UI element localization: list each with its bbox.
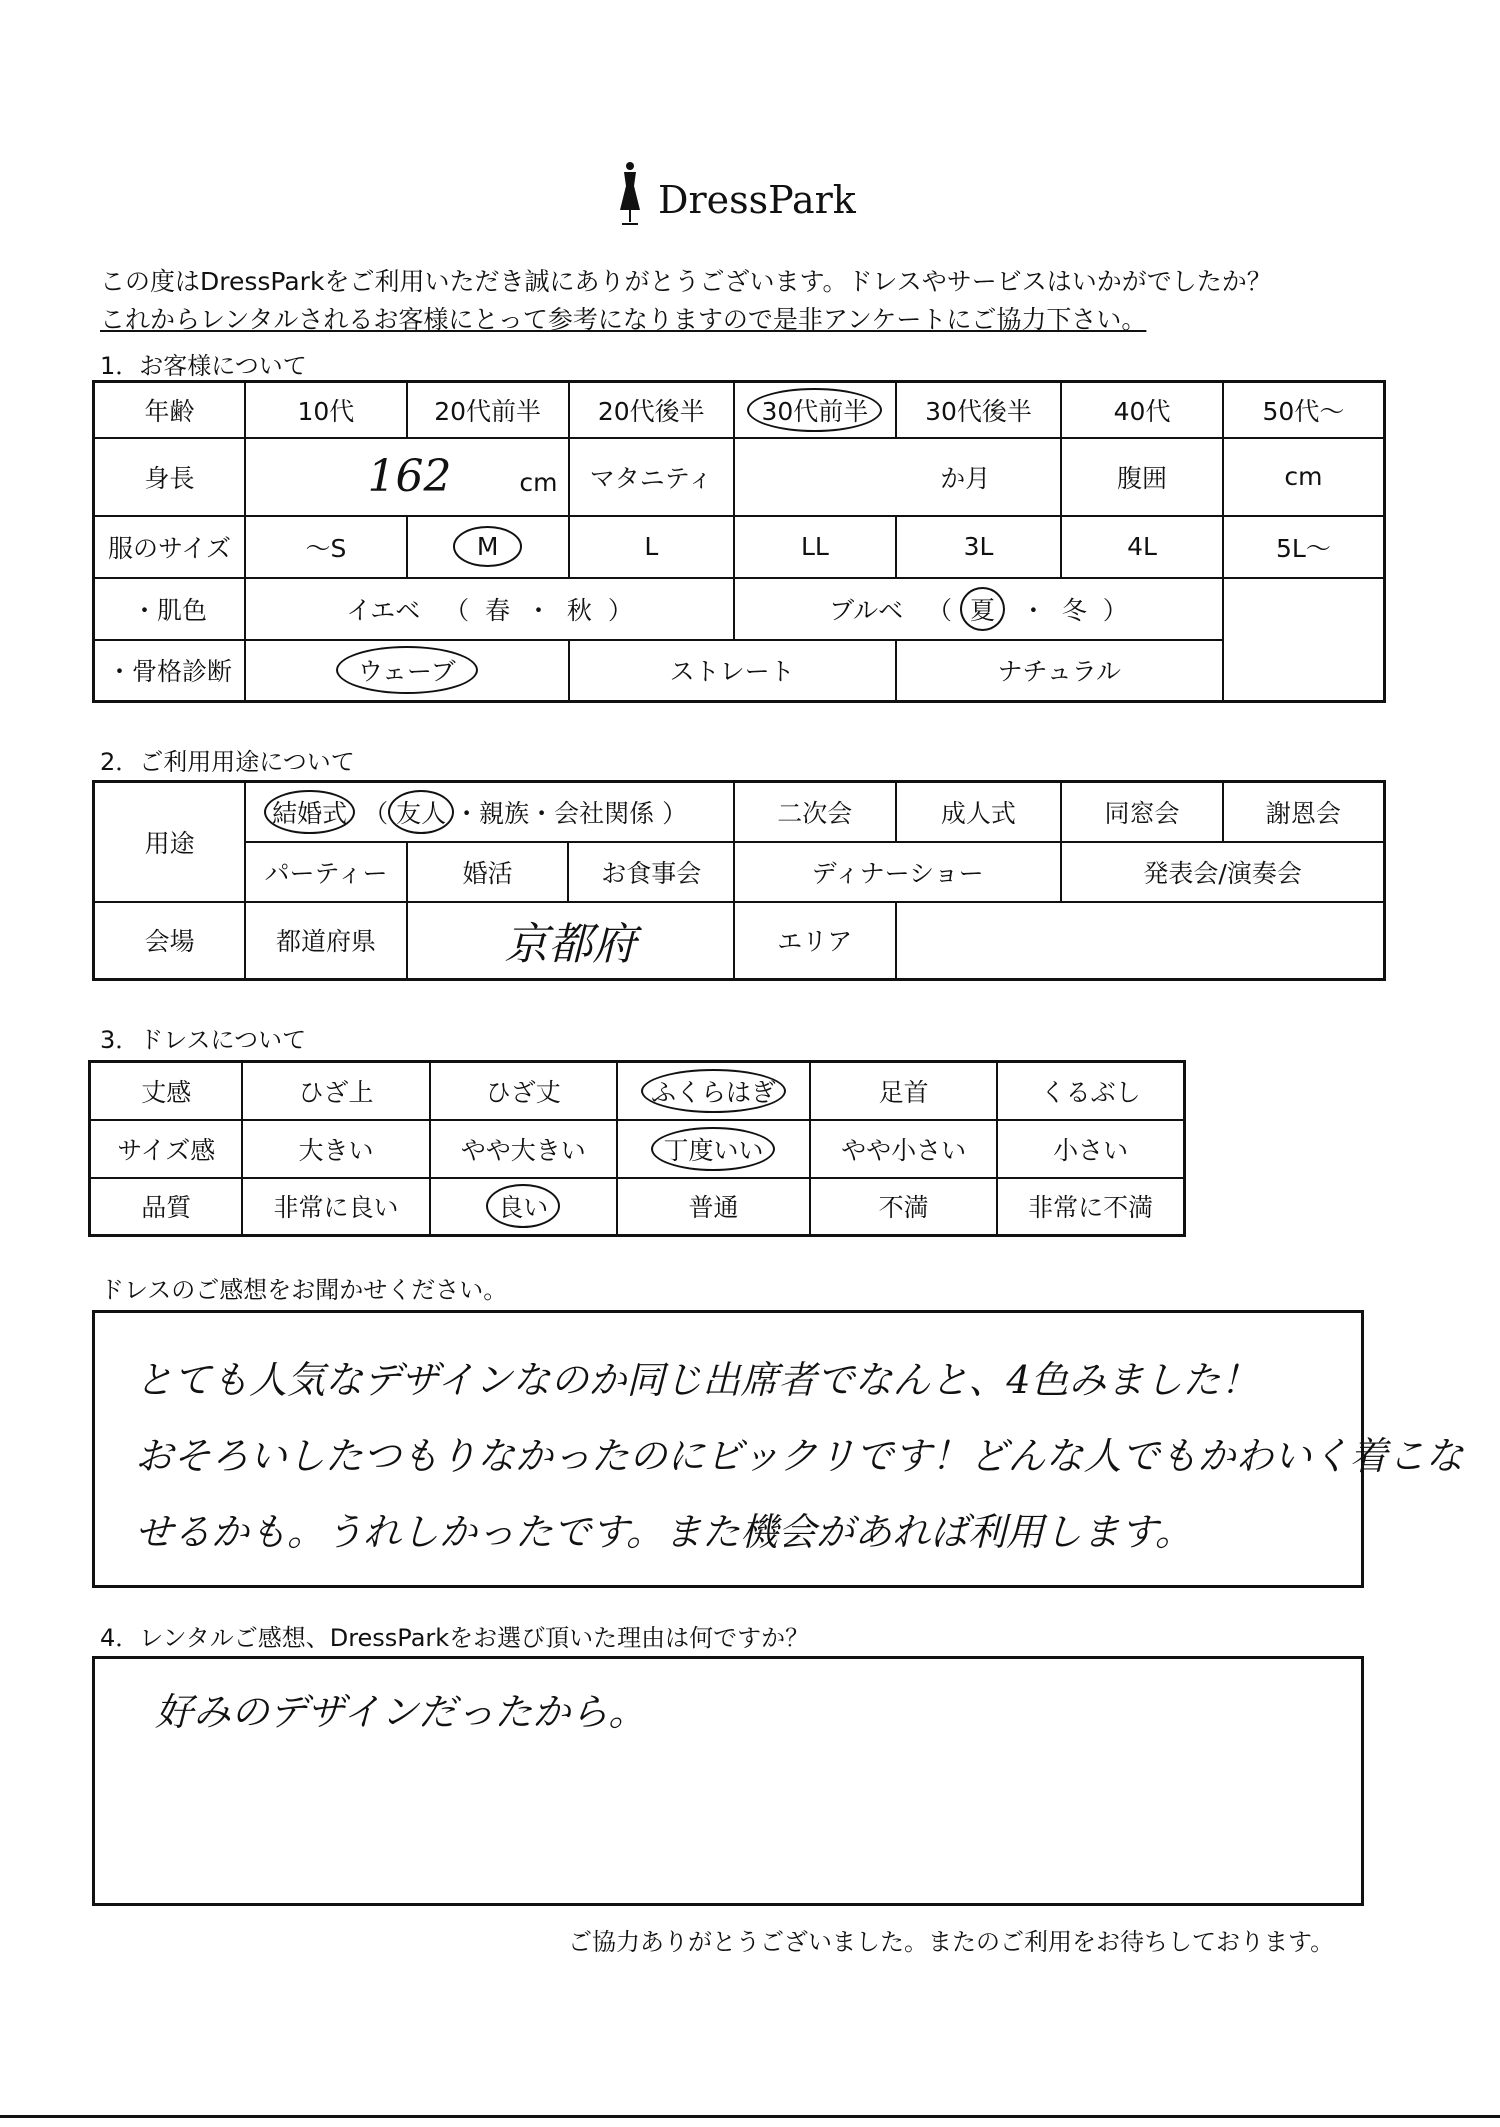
fit-option: やや大きい bbox=[430, 1120, 617, 1178]
waist-label: 腹囲 bbox=[1061, 438, 1223, 516]
selection-circle: 良い bbox=[486, 1184, 560, 1228]
area-value bbox=[896, 902, 1223, 980]
height-row bbox=[94, 438, 1385, 516]
age-option: 20代後半 bbox=[569, 382, 735, 438]
usage-option: 成人式 bbox=[896, 782, 1062, 842]
dress-mannequin-icon bbox=[610, 160, 650, 230]
wedding-option-selected: 結婚式 bbox=[264, 790, 355, 834]
length-row bbox=[90, 1062, 1185, 1120]
size-option: 4L bbox=[1061, 516, 1223, 578]
fit-option: 大きい bbox=[242, 1120, 429, 1178]
section-2-title: 2．ご利用用途について bbox=[100, 748, 355, 776]
blue-base-label: ブルベ bbox=[829, 595, 904, 625]
impression-line-2: おそろいしたつもりなかったのにビックリです！どんな人でもかわいく着こな bbox=[135, 1434, 1464, 1478]
reason-answer: 好みのデザインだったから。 bbox=[155, 1690, 647, 1734]
height-value: 162 bbox=[367, 451, 452, 502]
length-option: ひざ丈 bbox=[430, 1062, 617, 1120]
size-label: 服のサイズ bbox=[94, 516, 246, 578]
skin-blue-cell bbox=[734, 578, 1223, 640]
usage-label: 用途 bbox=[94, 782, 246, 902]
usage-option: 発表会/演奏会 bbox=[1061, 842, 1384, 902]
selection-circle: 丁度いい bbox=[651, 1127, 775, 1171]
section-1-title: 1．お客様について bbox=[100, 352, 307, 380]
prefecture-label: 都道府県 bbox=[245, 902, 407, 980]
frame-label: ・骨格診断 bbox=[94, 640, 246, 702]
selection-circle: M bbox=[453, 526, 523, 567]
selection-circle: ウェーブ bbox=[336, 646, 478, 694]
usage-option: 婚活 bbox=[407, 842, 569, 902]
usage-option: パーティー bbox=[245, 842, 407, 902]
paren: （ bbox=[363, 798, 389, 828]
area-label: エリア bbox=[734, 902, 896, 980]
age-option-selected bbox=[734, 382, 896, 438]
paren: （ bbox=[444, 595, 470, 625]
waist-unit: cm bbox=[1223, 438, 1385, 516]
usage-row-1 bbox=[94, 782, 1385, 842]
impression-line-3: せるかも。うれしかったです。また機会があれば利用します。 bbox=[135, 1510, 1193, 1554]
age-label: 年齢 bbox=[94, 382, 246, 438]
venue-label: 会場 bbox=[94, 902, 246, 980]
quality-label: 品質 bbox=[90, 1178, 243, 1236]
dresspark-logo bbox=[610, 160, 870, 230]
age-row bbox=[94, 382, 1385, 438]
frame-option-selected bbox=[245, 640, 568, 702]
usage-option: ディナーショー bbox=[734, 842, 1061, 902]
section-3-title: 3．ドレスについて bbox=[100, 1026, 307, 1054]
age-option: 10代 bbox=[245, 382, 407, 438]
age-option: 50代～ bbox=[1223, 382, 1385, 438]
dress-table bbox=[88, 1060, 1186, 1237]
impression-box bbox=[92, 1310, 1464, 1588]
quality-option: 非常に良い bbox=[242, 1178, 429, 1236]
selection-circle: 30代前半 bbox=[747, 388, 882, 432]
selection-circle: ふくらはぎ bbox=[641, 1069, 786, 1113]
skin-row bbox=[94, 578, 1385, 640]
maternity-label: マタニティ bbox=[569, 438, 735, 516]
height-label: 身長 bbox=[94, 438, 246, 516]
autumn-option: 秋 bbox=[566, 595, 592, 625]
length-option: 足首 bbox=[810, 1062, 997, 1120]
impression-title: ドレスのご感想をお聞かせください。 bbox=[100, 1276, 508, 1304]
frame-row bbox=[94, 640, 1385, 702]
intro-line-1: この度はDressParkをご利用いただき誠にありがとうございます。ドレスやサービスはいかがでしたか？ bbox=[100, 267, 1272, 296]
length-option: ひざ上 bbox=[242, 1062, 429, 1120]
wedding-other-options: ・親族・会社関係 ） bbox=[454, 798, 688, 828]
customer-table bbox=[92, 380, 1386, 703]
winter-option: 冬 bbox=[1061, 595, 1087, 625]
size-option: 5L～ bbox=[1223, 516, 1385, 578]
age-option: 20代前半 bbox=[407, 382, 569, 438]
quality-option: 非常に不満 bbox=[997, 1178, 1184, 1236]
quality-option: 普通 bbox=[617, 1178, 810, 1236]
fit-option: やや小さい bbox=[810, 1120, 997, 1178]
wedding-cell bbox=[245, 782, 734, 842]
size-option: ～S bbox=[245, 516, 407, 578]
fit-option: 小さい bbox=[997, 1120, 1184, 1178]
impression-line-1: とても人気なデザインなのか同じ出席者でなんと、4色みました！ bbox=[135, 1358, 1259, 1402]
section-4-title: 4．レンタルご感想、DressParkをお選び頂いた理由は何ですか？ bbox=[100, 1624, 810, 1652]
venue-row bbox=[94, 902, 1385, 980]
paren: ） bbox=[1102, 595, 1128, 625]
prefecture-value-cell bbox=[407, 902, 734, 980]
size-option: LL bbox=[734, 516, 896, 578]
usage-option: 二次会 bbox=[734, 782, 896, 842]
fit-label: サイズ感 bbox=[90, 1120, 243, 1178]
yellow-base-label: イエベ bbox=[346, 595, 421, 625]
size-row bbox=[94, 516, 1385, 578]
length-option-selected bbox=[617, 1062, 810, 1120]
dot: ・ bbox=[1020, 595, 1046, 625]
paren: ） bbox=[607, 595, 633, 625]
quality-option: 不満 bbox=[810, 1178, 997, 1236]
friend-option-selected: 友人 bbox=[388, 790, 454, 834]
age-option: 30代後半 bbox=[896, 382, 1062, 438]
length-option: くるぶし bbox=[997, 1062, 1184, 1120]
size-option: L bbox=[569, 516, 735, 578]
skin-label: ・肌色 bbox=[94, 578, 246, 640]
skin-yellow-cell bbox=[245, 578, 734, 640]
length-label: 丈感 bbox=[90, 1062, 243, 1120]
paren: （ bbox=[927, 595, 953, 625]
dot: ・ bbox=[525, 595, 551, 625]
fit-option-selected bbox=[617, 1120, 810, 1178]
frame-option: ストレート bbox=[569, 640, 896, 702]
maternity-month-unit: か月 bbox=[734, 438, 1061, 516]
usage-table bbox=[92, 780, 1386, 981]
usage-option: 謝恩会 bbox=[1223, 782, 1385, 842]
height-unit: cm bbox=[519, 468, 558, 497]
usage-row-2 bbox=[94, 842, 1385, 902]
usage-option: 同窓会 bbox=[1061, 782, 1223, 842]
intro-line-2: これからレンタルされるお客様にとって参考になりますので是非アンケートにご協力下さい。 bbox=[100, 305, 1147, 334]
logo-text: DressPark bbox=[658, 178, 856, 222]
size-option: 3L bbox=[896, 516, 1062, 578]
reason-box bbox=[92, 1656, 1364, 1906]
fit-row bbox=[90, 1120, 1185, 1178]
quality-row bbox=[90, 1178, 1185, 1236]
frame-option: ナチュラル bbox=[896, 640, 1223, 702]
footer-thanks: ご協力ありがとうございました。またのご利用をお待ちしております。 bbox=[568, 1928, 1335, 1956]
height-cell bbox=[245, 438, 568, 516]
usage-option: お食事会 bbox=[568, 842, 734, 902]
age-option: 40代 bbox=[1061, 382, 1223, 438]
prefecture-value: 京都府 bbox=[504, 919, 637, 971]
spring-option: 春 bbox=[485, 595, 511, 625]
summer-option-selected: 夏 bbox=[960, 587, 1005, 631]
size-option-selected bbox=[407, 516, 569, 578]
bottom-border bbox=[0, 2115, 1500, 2118]
quality-option-selected bbox=[430, 1178, 617, 1236]
